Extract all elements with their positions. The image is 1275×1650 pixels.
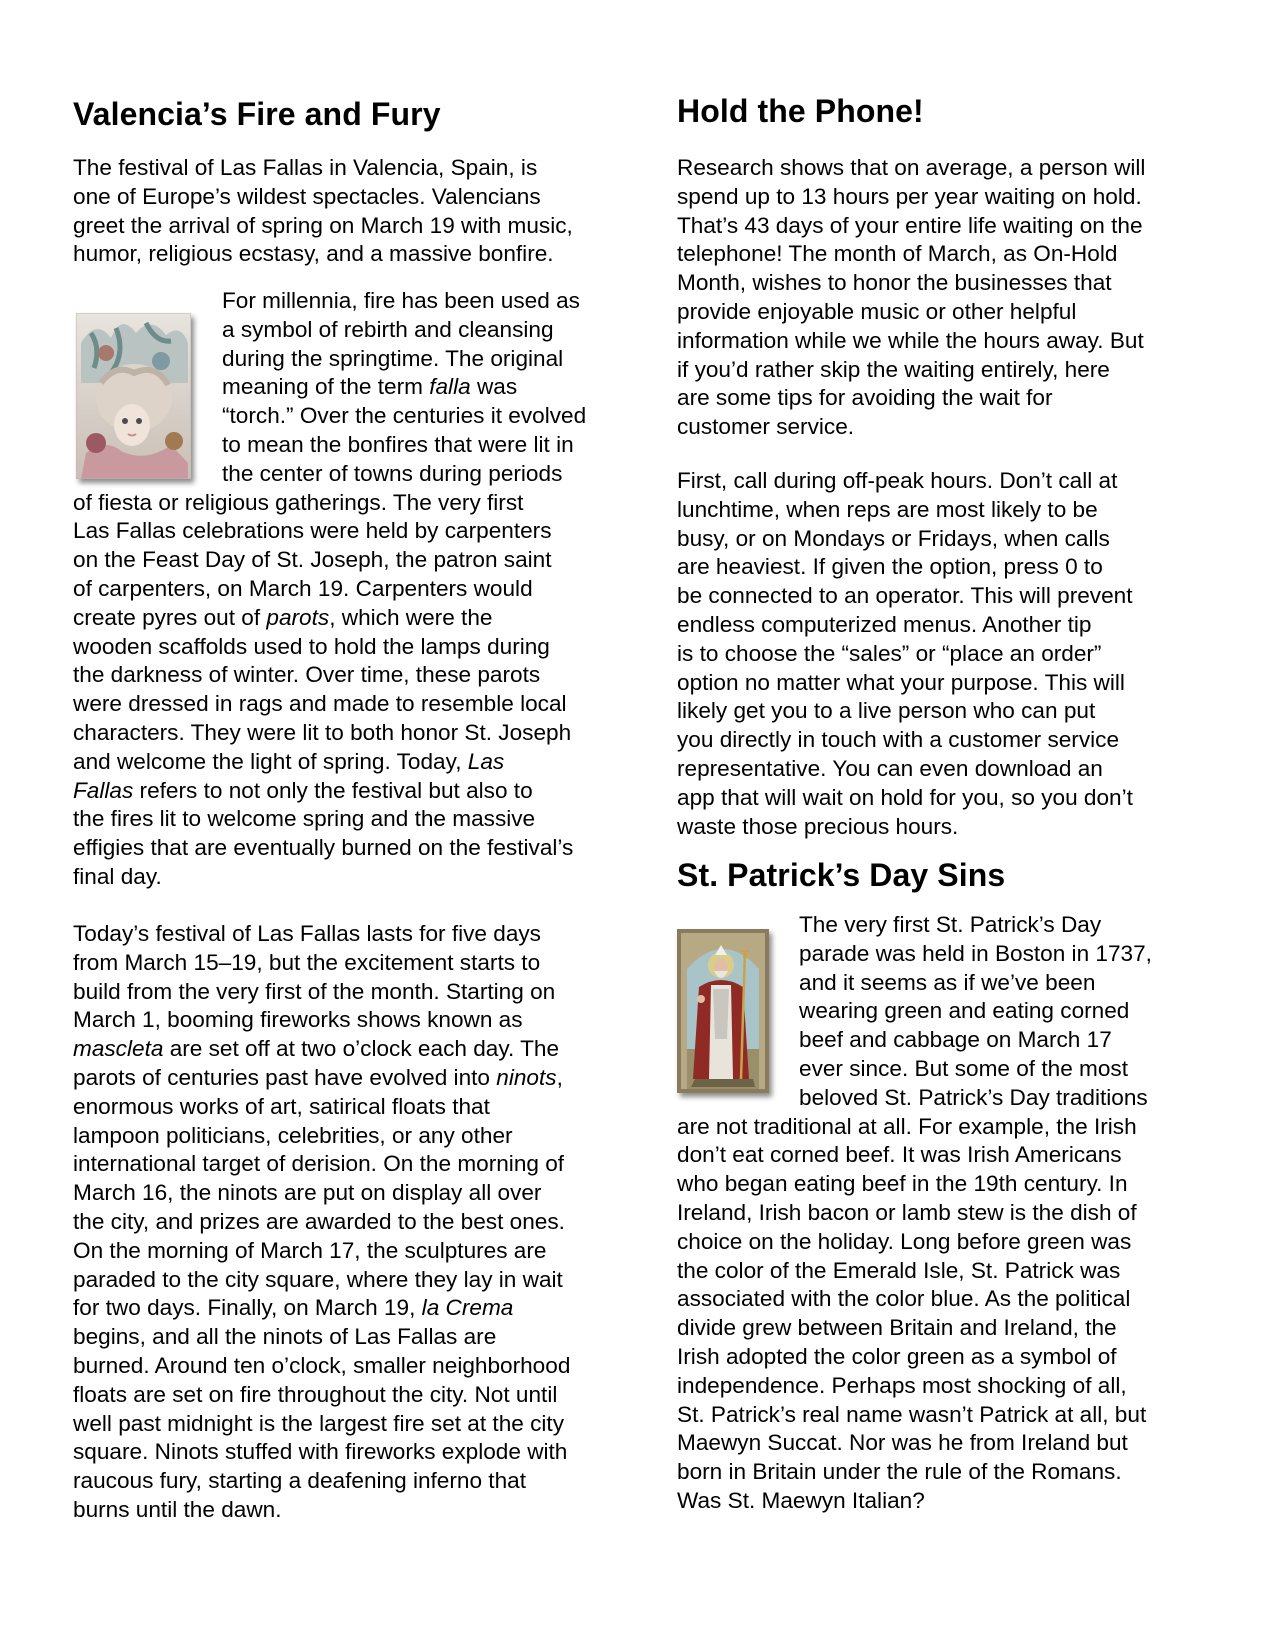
- article-title-hold-phone: Hold the Phone!: [677, 93, 924, 129]
- text-line: [73, 316, 586, 345]
- text-line: well past midnight is the largest fire set at the city: [73, 1410, 565, 1436]
- text-line: the city, and prizes are awarded to the best ones.: [73, 1208, 565, 1234]
- text-line: were dressed in rags and made to resemble local: [73, 691, 567, 717]
- text-line: [73, 777, 586, 806]
- text-run: the center of towns during periods: [222, 460, 563, 486]
- text-line: On the morning of March 17, the sculptures are: [73, 1237, 547, 1263]
- valencia-history-paragraph: [73, 287, 586, 892]
- text-run: “torch.” Over the centuries it evolved: [222, 403, 587, 429]
- text-line: build from the very first of the month. Starting on: [73, 978, 556, 1004]
- article-title-valencia: Valencia’s Fire and Fury: [73, 96, 441, 132]
- text-line: Research shows that on average, a person will: [677, 155, 1146, 180]
- text-line: [677, 1055, 1152, 1084]
- text-line: the fires lit to welcome spring and the massive: [73, 806, 536, 832]
- text-line: app that will wait on hold for you, so you don’t: [677, 784, 1133, 810]
- text-run: parots of centuries past have evolved into: [73, 1064, 497, 1090]
- text-line: The festival of Las Fallas in Valencia, Spain, is: [73, 155, 538, 180]
- text-line: are some tips for avoiding the wait for: [677, 385, 1053, 411]
- text-line: who began eating beef in the 19th century. In: [677, 1171, 1128, 1197]
- text-line: lunchtime, when reps are most likely to be: [677, 496, 1098, 522]
- text-line: lampoon politicians, celebrities, or any other: [73, 1122, 513, 1148]
- text-line: burned. Around ten o’clock, smaller neighborhood: [73, 1352, 571, 1378]
- text-line: characters. They were lit to both honor St. Joseph: [73, 719, 572, 745]
- text-run: For millennia, fire has been used as: [222, 288, 580, 313]
- text-line: divide grew between Britain and Ireland, the: [677, 1315, 1117, 1341]
- text-line: square. Ninots stuffed with fireworks explode with: [73, 1439, 568, 1465]
- italic-term: Fallas: [73, 777, 134, 803]
- text-line: [73, 604, 586, 633]
- italic-term: Las: [467, 748, 505, 774]
- text-line: [677, 940, 1152, 969]
- text-line: enormous works of art, satirical floats that: [73, 1093, 490, 1119]
- italic-term: la Crema: [421, 1295, 514, 1321]
- text-line: That’s 43 days of your entire life waiting on the: [677, 212, 1143, 238]
- text-line: [677, 911, 1152, 940]
- text-run: wearing green and eating corned: [799, 998, 1130, 1024]
- text-line: waste those precious hours.: [677, 813, 959, 839]
- text-line: provide enjoyable music or other helpful: [677, 298, 1077, 324]
- text-line: are not traditional at all. For example, the Irish: [677, 1113, 1137, 1139]
- text-line: from March 15–19, but the excitement starts to: [73, 949, 541, 975]
- text-line: busy, or on Mondays or Fridays, when calls: [677, 525, 1110, 551]
- text-line: associated with the color blue. As the political: [677, 1286, 1131, 1312]
- italic-term: parots: [266, 604, 330, 630]
- text-run: to mean the bonfires that were lit in: [222, 431, 574, 457]
- text-run: and it seems as if we’ve been: [799, 969, 1096, 995]
- text-line: [73, 287, 586, 316]
- hold-phone-paragraph-2: [677, 467, 1133, 841]
- hold-phone-paragraph-1: [677, 154, 1145, 442]
- text-line: one of Europe’s wildest spectacles. Valencians: [73, 183, 541, 209]
- text-run: ,: [556, 1064, 563, 1090]
- text-line: spend up to 13 hours per year waiting on hold.: [677, 183, 1142, 209]
- text-line: Las Fallas celebrations were held by carpenters: [73, 518, 552, 544]
- text-line: [677, 969, 1152, 998]
- text-line: [73, 345, 586, 374]
- text-line: burns until the dawn.: [73, 1496, 282, 1522]
- text-run: , which were the: [329, 604, 493, 630]
- text-run: a symbol of rebirth and cleansing: [222, 316, 554, 342]
- text-line: Today’s festival of Las Fallas lasts for five days: [73, 921, 541, 946]
- text-line: Irish adopted the color green as a symbol of: [677, 1343, 1117, 1369]
- text-line: Month, wishes to honor the businesses that: [677, 270, 1112, 296]
- text-line: the color of the Emerald Isle, St. Patrick was: [677, 1257, 1121, 1283]
- text-line: raucous fury, starting a deafening inferno that: [73, 1468, 526, 1494]
- text-line: is to choose the “sales” or “place an order”: [677, 640, 1102, 666]
- text-line: [73, 1294, 570, 1323]
- text-run: create pyres out of: [73, 604, 267, 630]
- text-line: greet the arrival of spring on March 19 with music,: [73, 212, 573, 238]
- text-line: [73, 748, 586, 777]
- text-run: ever since. But some of the most: [799, 1055, 1129, 1081]
- text-run: refers to not only the festival but also to: [133, 777, 533, 803]
- text-line: [677, 1084, 1152, 1113]
- text-line: of fiesta or religious gatherings. The very first: [73, 489, 524, 515]
- text-line: be connected to an operator. This will prevent: [677, 583, 1133, 609]
- text-run: during the springtime. The original: [222, 345, 564, 371]
- text-line: March 1, booming fireworks shows known as: [73, 1007, 523, 1033]
- text-line: [73, 373, 586, 402]
- text-run: are set off at two o’clock each day. The: [163, 1036, 560, 1062]
- text-line: [73, 431, 586, 460]
- text-line: you directly in touch with a customer service: [677, 727, 1120, 753]
- text-line: the darkness of winter. Over time, these parots: [73, 662, 541, 688]
- valencia-festival-paragraph: [73, 920, 570, 1525]
- text-line: [73, 460, 586, 489]
- text-line: [677, 1026, 1152, 1055]
- text-line: of carpenters, on March 19. Carpenters would: [73, 575, 533, 601]
- text-line: international target of derision. On the morning of: [73, 1151, 565, 1177]
- italic-term: ninots: [496, 1064, 557, 1090]
- text-line: independence. Perhaps most shocking of all,: [677, 1372, 1127, 1398]
- st-patrick-paragraph: [677, 911, 1152, 1516]
- text-run: was: [470, 374, 518, 400]
- text-line: representative. You can even download an: [677, 755, 1103, 781]
- text-line: telephone! The month of March, as On-Hold: [677, 241, 1118, 267]
- text-line: begins, and all the ninots of Las Fallas are: [73, 1324, 497, 1350]
- text-line: floats are set on fire throughout the city. Not until: [73, 1381, 558, 1407]
- text-line: likely get you to a live person who can put: [677, 698, 1096, 724]
- text-line: choice on the holiday. Long before green was: [677, 1228, 1132, 1254]
- text-run: beloved St. Patrick’s Day traditions: [799, 1084, 1148, 1110]
- text-line: First, call during off-peak hours. Don’t call at: [677, 468, 1118, 493]
- text-run: meaning of the term: [222, 374, 430, 400]
- text-line: St. Patrick’s real name wasn’t Patrick at all, but: [677, 1401, 1147, 1427]
- article-title-st-patrick: St. Patrick’s Day Sins: [677, 857, 1006, 893]
- text-line: on the Feast Day of St. Joseph, the patron saint: [73, 547, 552, 573]
- text-line: [73, 1064, 570, 1093]
- text-line: endless computerized menus. Another tip: [677, 611, 1092, 637]
- text-line: if you’d rather skip the waiting entirely, here: [677, 356, 1110, 382]
- text-line: effigies that are eventually burned on the festival’s: [73, 835, 574, 861]
- text-line: Maewyn Succat. Nor was he from Ireland but: [677, 1430, 1128, 1456]
- text-line: Ireland, Irish bacon or lamb stew is the dish of: [677, 1199, 1137, 1225]
- text-line: March 16, the ninots are put on display all over: [73, 1180, 542, 1206]
- italic-term: falla: [429, 374, 471, 400]
- text-line: Was St. Maewyn Italian?: [677, 1487, 925, 1513]
- text-line: customer service.: [677, 414, 855, 440]
- text-run: beef and cabbage on March 17: [799, 1027, 1112, 1053]
- text-line: wooden scaffolds used to hold the lamps during: [73, 633, 550, 659]
- text-line: [677, 997, 1152, 1026]
- text-line: humor, religious ecstasy, and a massive bonfire.: [73, 241, 554, 267]
- text-line: are heaviest. If given the option, press 0 to: [677, 554, 1103, 580]
- text-run: The very first St. Patrick’s Day: [799, 912, 1102, 937]
- text-line: born in Britain under the rule of the Romans.: [677, 1459, 1122, 1485]
- italic-term: mascleta: [73, 1036, 164, 1062]
- text-line: paraded to the city square, where they lay in wait: [73, 1266, 563, 1292]
- text-line: [73, 402, 586, 431]
- text-run: and welcome the light of spring. Today,: [73, 748, 468, 774]
- text-line: [73, 1035, 570, 1064]
- text-line: don’t eat corned beef. It was Irish Americans: [677, 1142, 1122, 1168]
- text-run: for two days. Finally, on March 19,: [73, 1295, 422, 1321]
- text-line: option no matter what your purpose. This will: [677, 669, 1125, 695]
- text-run: parade was held in Boston in 1737,: [799, 940, 1152, 966]
- text-line: final day.: [73, 863, 162, 889]
- text-line: information while we while the hours away. But: [677, 327, 1144, 353]
- valencia-intro-paragraph: [73, 154, 573, 269]
